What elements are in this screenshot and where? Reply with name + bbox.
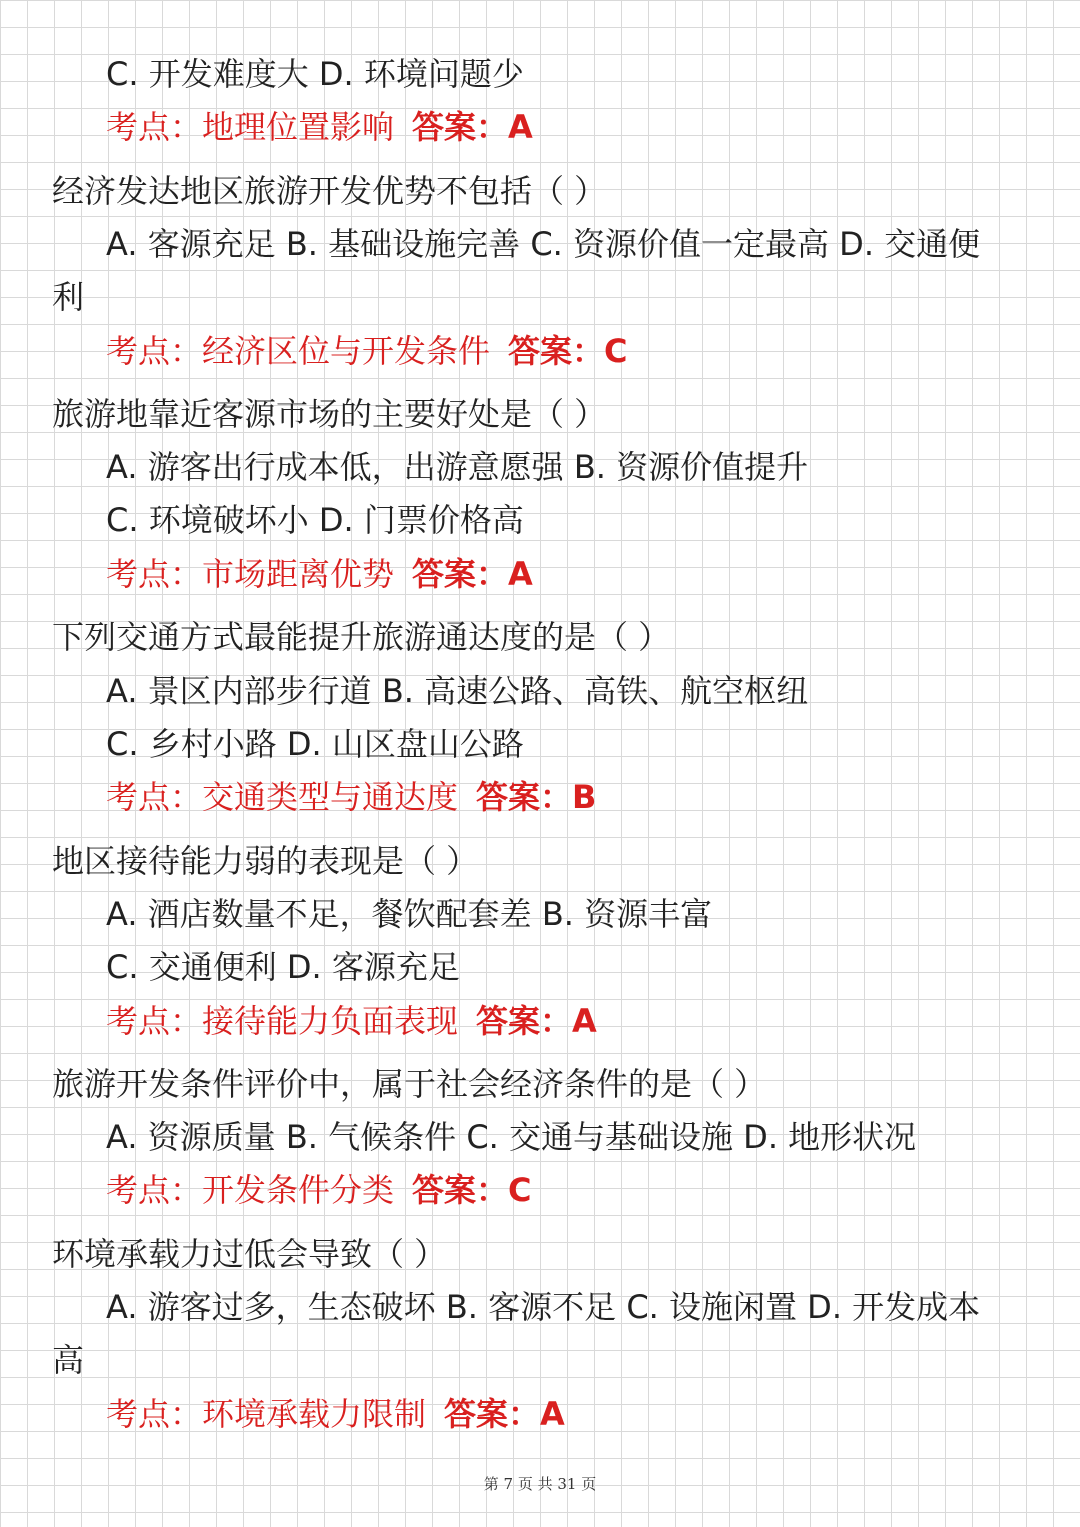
- options-line-continuation: 利: [52, 278, 85, 316]
- page-footer: 第 7 页 共 31 页: [483, 1475, 597, 1493]
- answer-label: 答案：A: [444, 1395, 565, 1433]
- answer-label: 答案：A: [412, 108, 533, 146]
- options-line: A. 游客出行成本低，出游意愿强 B. 资源价值提升: [106, 448, 809, 486]
- question-text: 环境承载力过低会导致（ ）: [52, 1235, 447, 1273]
- question-text: 旅游地靠近客源市场的主要好处是（ ）: [52, 395, 607, 433]
- options-line: A. 景区内部步行道 B. 高速公路、高铁、航空枢纽: [106, 672, 809, 710]
- question-text: 旅游开发条件评价中，属于社会经济条件的是（ ）: [52, 1065, 767, 1103]
- options-line: C. 环境破坏小 D. 门票价格高: [106, 501, 524, 539]
- answer-label: 答案：A: [476, 1002, 597, 1040]
- keypoint-line: [0, 1388, 1080, 1441]
- options-line: A. 客源充足 B. 基础设施完善 C. 资源价值一定最高 D. 交通便: [106, 225, 981, 263]
- keypoint-label: 考点：经济区位与开发条件: [106, 332, 491, 370]
- options-line: C. 乡村小路 D. 山区盘山公路: [106, 725, 524, 763]
- question-text: 下列交通方式最能提升旅游通达度的是（ ）: [52, 618, 671, 656]
- keypoint-line: [0, 548, 1080, 601]
- answer-label: 答案：B: [476, 778, 597, 816]
- answer-label: 答案：C: [508, 332, 628, 370]
- answer-label: 答案：C: [412, 1171, 532, 1209]
- question-text: 经济发达地区旅游开发优势不包括（ ）: [52, 172, 607, 210]
- keypoint-line: [0, 101, 1080, 154]
- keypoint-label: 考点：交通类型与通达度: [106, 778, 459, 816]
- options-line: C. 开发难度大 D. 环境问题少: [106, 55, 524, 93]
- options-line: A. 酒店数量不足，餐饮配套差 B. 资源丰富: [106, 895, 713, 933]
- keypoint-label: 考点：环境承载力限制: [106, 1395, 427, 1433]
- options-line: A. 游客过多，生态破坏 B. 客源不足 C. 设施闲置 D. 开发成本: [106, 1288, 981, 1326]
- keypoint-line: [0, 771, 1080, 824]
- keypoint-label: 考点：接待能力负面表现: [106, 1002, 459, 1040]
- answer-label: 答案：A: [412, 555, 533, 593]
- options-line: C. 交通便利 D. 客源充足: [106, 948, 460, 986]
- options-line: A. 资源质量 B. 气候条件 C. 交通与基础设施 D. 地形状况: [106, 1118, 917, 1156]
- keypoint-line: [0, 325, 1080, 378]
- keypoint-label: 考点：市场距离优势: [106, 555, 395, 593]
- keypoint-line: [0, 1164, 1080, 1217]
- keypoint-label: 考点：地理位置影响: [106, 108, 395, 146]
- keypoint-label: 考点：开发条件分类: [106, 1171, 395, 1209]
- question-text: 地区接待能力弱的表现是（ ）: [52, 842, 479, 880]
- keypoint-line: [0, 995, 1080, 1048]
- options-line-continuation: 高: [52, 1341, 85, 1379]
